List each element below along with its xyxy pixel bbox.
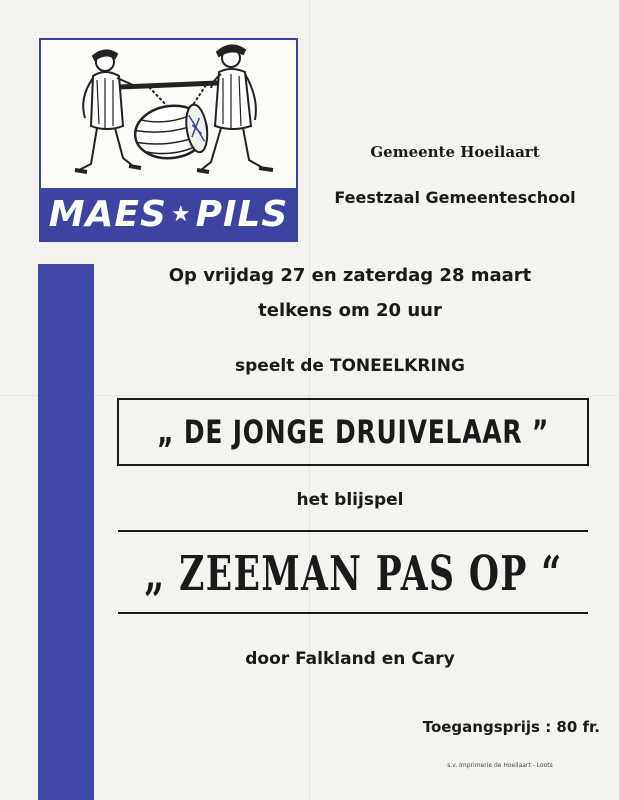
maes-pils-logo bbox=[39, 38, 298, 242]
dates-text: Op vrijdag 27 en zaterdag 28 maart bbox=[168, 265, 532, 286]
star-icon: ★ bbox=[170, 201, 192, 227]
brand-word-maes: MAES bbox=[48, 193, 167, 235]
divider-top bbox=[118, 530, 588, 532]
blue-side-bar bbox=[38, 264, 94, 800]
authors-text: door Falkland en Cary bbox=[245, 649, 455, 669]
company-name-box bbox=[117, 398, 589, 466]
organizer-text: Gemeente Hoeilaart bbox=[370, 143, 540, 161]
venue-text: Feestzaal Gemeenteschool bbox=[334, 188, 576, 207]
divider-bottom bbox=[118, 612, 588, 614]
genre-text: het blijspel bbox=[296, 490, 404, 510]
brand-word-pils: PILS bbox=[195, 193, 289, 235]
play-title: „ ZEEMAN PAS OP “ bbox=[143, 546, 563, 602]
company-intro-text: speelt de TONEELKRING bbox=[235, 356, 465, 376]
maes-pils-brand-band bbox=[41, 188, 296, 240]
play-title-block bbox=[118, 538, 588, 610]
entry-price: Toegangsprijs : 80 fr. bbox=[422, 718, 600, 736]
company-name: „ DE JONGE DRUIVELAAR ” bbox=[157, 413, 549, 451]
two-men-carrying-barrel-icon bbox=[41, 40, 296, 188]
printer-credit: s.v. Imprimerie de Hoeilaart - Loots bbox=[447, 762, 553, 769]
time-text: telkens om 20 uur bbox=[258, 300, 442, 321]
